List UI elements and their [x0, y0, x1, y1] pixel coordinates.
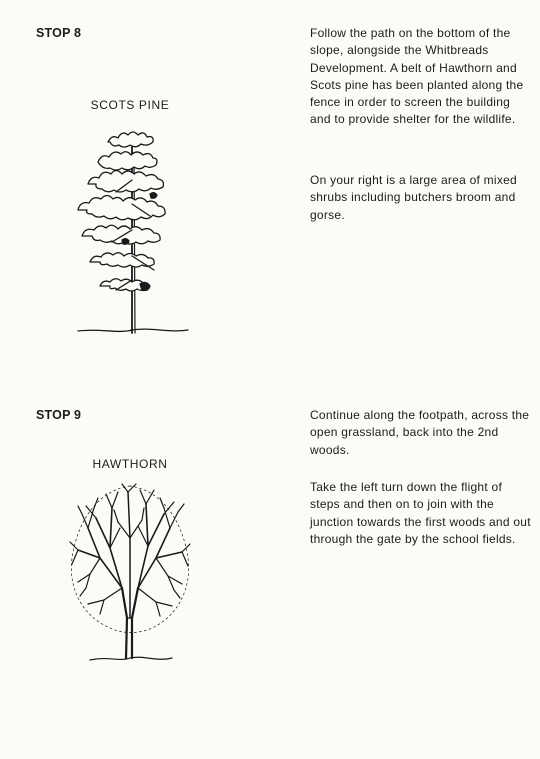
- stop-9-paragraph-1: Continue along the footpath, across the open grassland, back into the 2nd woods.: [310, 408, 530, 457]
- stop-9-heading: STOP 9: [36, 408, 82, 422]
- hawthorn-caption: HAWTHORN: [92, 457, 168, 471]
- stop-8-paragraph-1: Follow the path on the bottom of the slope, alongside the Whitbreads Development. A belt of Hawthorn and Scots pine has been planted along the fence in order to screen the building and to provide shelter for the wildlife.: [310, 26, 524, 127]
- stop-8-paragraph-2: On your right is a large area of mixed shrubs including butchers broom and gorse.: [310, 173, 517, 222]
- stop-8-heading: STOP 8: [36, 26, 82, 40]
- scots-pine-tree-icon: [60, 120, 200, 338]
- scots-pine-caption: SCOTS PINE: [90, 98, 170, 112]
- stop-9-paragraph-2: Take the left turn down the flight of steps and then on to join with the junction towards the first woods and out through the gate by the school fields.: [310, 480, 531, 546]
- hawthorn-tree-icon: [60, 478, 200, 666]
